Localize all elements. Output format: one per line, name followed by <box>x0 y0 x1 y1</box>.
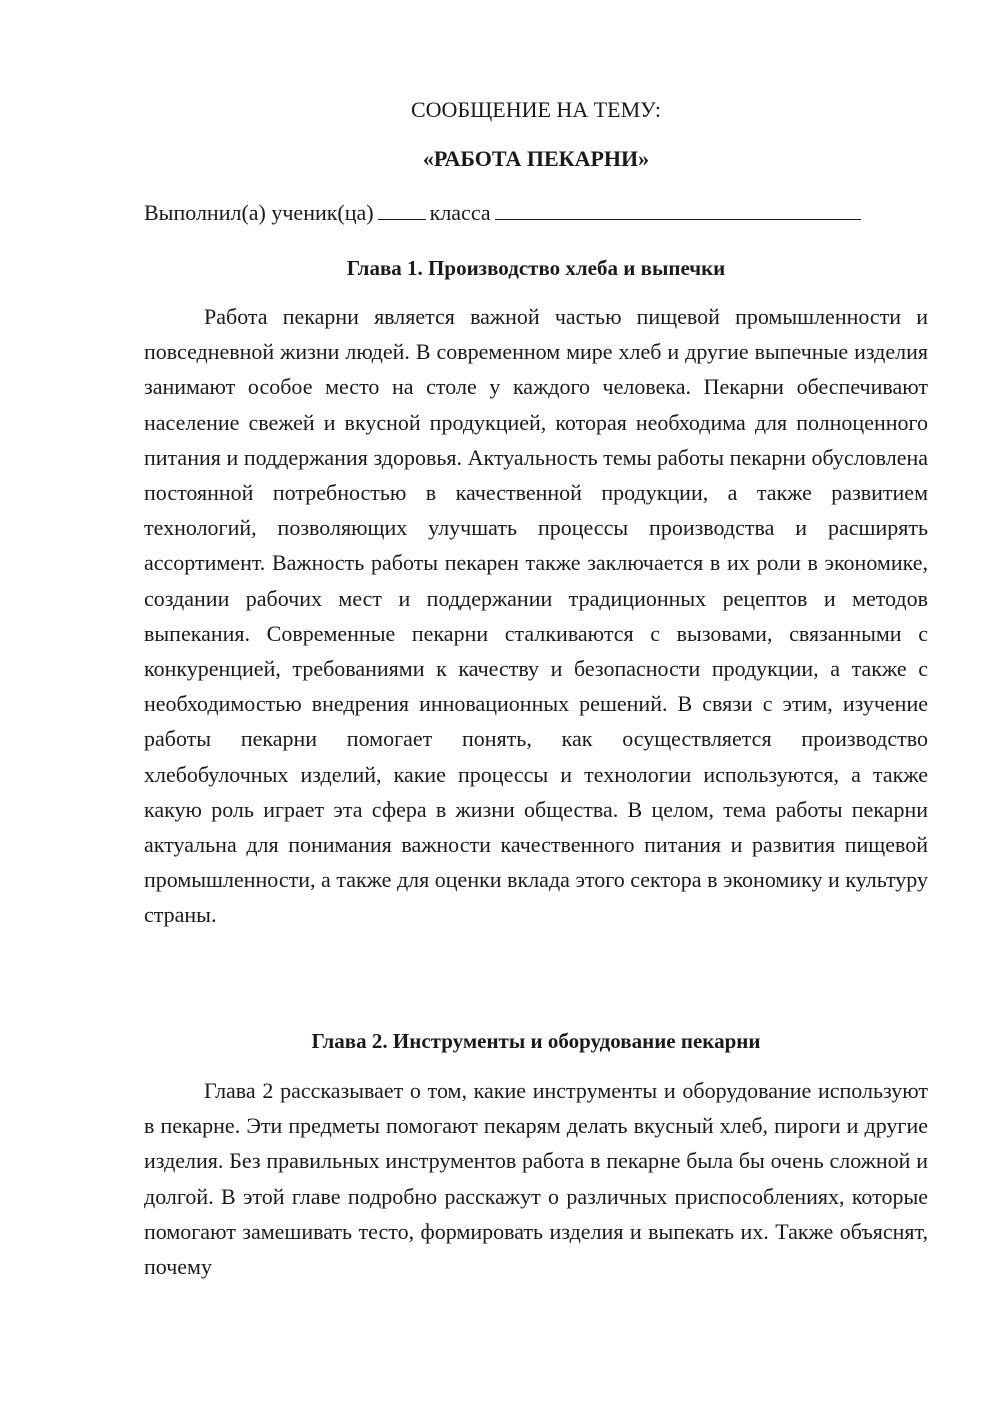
chapter-1-paragraph: Работа пекарни является важной частью пищевой промышленности и повседневной жизни людей. В современном мире хлеб и другие выпечные изделия занимают особое место на столе у каждого человека. Пекарни обеспечивают население свежей и вкусной продукцией, которая необходима для полноценного питания и поддержания здоровья. Актуальность темы работы пекарни обусловлена постоянной потребностью в качественной продукции, а также развитием технологий, позволяющих улучшать процессы производства и расширять ассортимент. Важность работы пекарен также заключается в их роли в экономике, создании рабочих мест и поддержании традиционных рецептов и методов выпекания. Современные пекарни сталкиваются с вызовами, связанными с конкуренцией, требованиями к качеству и безопасности продукции, а также с необходимостью внедрения инновационных решений. В связи с этим, изучение работы пекарни помогает понять, как осуществляется производство хлебобулочных изделий, какие процессы и технологии используются, а также какую роль играет эта сфера в жизни общества. В целом, тема работы пекарни актуальна для понимания важности качественного питания и развития пищевой промышленности, а также для оценки вклада этого сектора в экономику и культуру страны. <box>144 304 928 928</box>
chapter-1-heading: Глава 1. Производство хлеба и выпечки <box>346 256 726 280</box>
author-name-blank <box>495 197 861 220</box>
chapter-2-heading: Глава 2. Инструменты и оборудование пекарни <box>311 1029 761 1053</box>
author-line <box>144 197 928 228</box>
class-word: класса <box>429 200 491 225</box>
class-number-blank <box>378 197 426 220</box>
document-title-topic: СООБЩЕНИЕ НА ТЕМУ: <box>411 97 661 122</box>
author-prefix: Выполнил(а) ученик(ца) <box>144 200 374 225</box>
chapter-2-paragraph: Глава 2 рассказывает о том, какие инструменты и оборудование используют в пекарне. Эти предметы помогают пекарям делать вкусный хлеб, пироги и другие изделия. Без правильных инструментов работа в пекарне была бы очень сложной и долгой. В этой главе подробно расскажут о различных приспособлениях, которые помогают замешивать тесто, формировать изделия и выпекать их. Также объяснят, почему <box>144 1078 928 1280</box>
document-title: «РАБОТА ПЕКАРНИ» <box>422 146 650 171</box>
